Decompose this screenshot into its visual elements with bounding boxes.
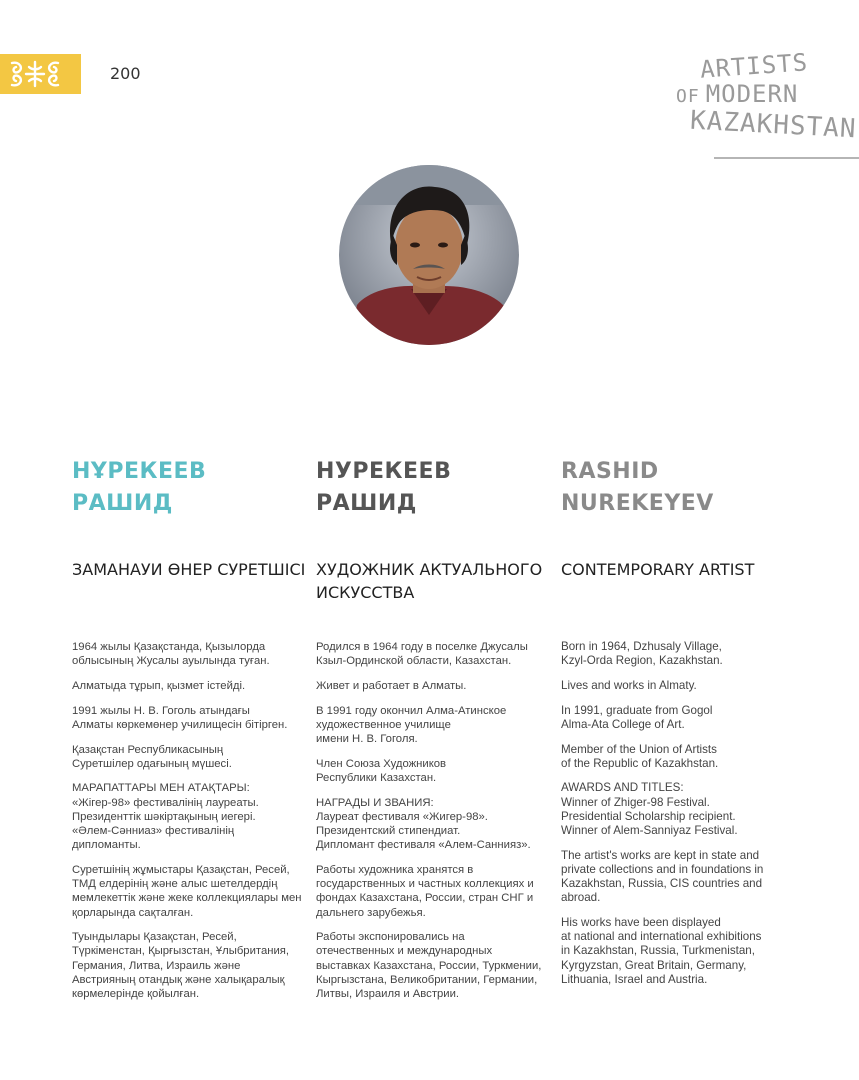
bio-paragraph: In 1991, graduate from Gogol Alma-Ata College of Art. (561, 703, 713, 731)
bio-paragraph: НАГРАДЫ И ЗВАНИЯ: Лауреат фестиваля «Жигер-98». Президентский стипендиат. Дипломант фестиваля «Алем-Саннияз». (316, 796, 531, 852)
bio-paragraph: The artist's works are kept in state and private collections and in foundations in Kazakhstan, Russia, CIS countries and abroad. (561, 848, 764, 905)
logo-line-2-main: MODERN (705, 80, 799, 108)
artist-surname-en: NUREKEYEV (561, 491, 714, 516)
artist-portrait (339, 165, 519, 345)
bio-paragraph: Lives and works in Almaty. (561, 678, 697, 692)
logo-line-2-small: OF (676, 86, 700, 107)
column-kazakh (72, 456, 312, 1001)
bio-paragraph: Суретшінің жұмыстары Қазақстан, Ресей, ТМД елдерінің және алыс шетелдердің мемлекеттік және жеке коллекциялары мен қорларында сақталған. (72, 863, 302, 919)
bio-paragraph: Туындылары Қазақстан, Ресей, Түркіменстан, Қырғызстан, Ұлыбритания, Германия, Литва, Израиль және Австрияның отандық және халықаралық көрмелерінде қойылған. (72, 931, 290, 1001)
bio-paragraph: AWARDS AND TITLES: Winner of Zhiger-98 Festival. Presidential Scholarship recipient. Winner of Alem-Sanniyaz Festival. (561, 781, 738, 838)
bio-paragraph: Живет и работает в Алматы. (316, 679, 467, 692)
bio-paragraph: Қазақстан Республикасының Суретшілер одағының мүшесі. (72, 743, 232, 770)
bio-paragraph: Алматыда тұрып, қызмет істейді. (72, 679, 246, 692)
artist-bio-ru (316, 640, 556, 1012)
bio-paragraph: В 1991 году окончил Алма-Атинское художественное училище имени Н. В. Гоголя. (316, 704, 507, 746)
column-russian (316, 456, 556, 1001)
logo-line-3: KAZAKHSTAN (689, 105, 858, 145)
artist-role-kz: ЗАМАНАУИ ӨНЕР СУРЕТШІСІ (72, 560, 306, 579)
bio-paragraph: Работы экспонировались на отечественных и международных выставках Казахстана, России, Туркмении, Кыргызстана, Великобритании, Германии, Литвы, Израиля и Австрии. (316, 931, 542, 1001)
artist-surname-ru: НУРЕКЕЕВ (316, 459, 452, 484)
artist-firstname-kz: РАШИД (72, 491, 173, 516)
bio-paragraph: Работы художника хранятся в государственных и частных коллекциях и фондах Казахстана, России, стран СНГ и дальнего зарубежья. (316, 863, 534, 919)
artist-name-ru (316, 456, 556, 520)
page-number: 200 (110, 64, 141, 83)
bio-paragraph: Born in 1964, Dzhusaly Village, Kzyl-Orda Region, Kazakhstan. (561, 640, 723, 668)
artist-name-kz (72, 456, 312, 520)
portrait-image (339, 165, 519, 345)
artist-bio-kz (72, 640, 312, 1012)
bio-paragraph: Родился в 1964 году в поселке Джусалы Кзыл-Ординской области, Казахстан. (316, 641, 528, 668)
logo-line-2 (676, 80, 798, 108)
artist-firstname-ru: РАШИД (316, 491, 417, 516)
ornament-badge (0, 54, 81, 94)
bio-paragraph: 1964 жылы Қазақстанда, Қызылорда облысының Жусалы ауылында туған. (72, 641, 270, 668)
artist-bio-en (561, 640, 801, 998)
artist-name-en (561, 456, 801, 520)
bio-paragraph: His works have been displayed at national and international exhibitions in Kazakhstan, Russia, Turkmenistan, Kyrgyzstan, Great Britain, Germany, Lithuania, Israel and Austria. (561, 916, 762, 986)
logo-line-1: ARTISTS (699, 48, 810, 84)
bio-paragraph: Member of the Union of Artists of the Republic of Kazakhstan. (561, 742, 719, 770)
artist-role-en: CONTEMPORARY ARTIST (561, 560, 755, 579)
ornament-icon (6, 57, 64, 91)
logo-underline (714, 157, 859, 159)
bio-paragraph: Член Союза Художников Республики Казахстан. (316, 757, 447, 784)
artist-firstname-en: RASHID (561, 459, 659, 484)
bio-paragraph: МАРАПАТТАРЫ МЕН АТАҚТАРЫ: «Жігер-98» фестивалінің лауреаты. Президенттік шәкіртақының иегері. «Әлем-Сәнниаз» фестивалінің дипломанты. (72, 782, 259, 852)
column-english (561, 456, 801, 986)
artists-of-modern-kazakhstan-logo (672, 48, 859, 160)
artist-role-ru: ХУДОЖНИК АКТУАЛЬНОГО ИСКУССТВА (316, 560, 543, 602)
artist-surname-kz: НҰРЕКЕЕВ (72, 459, 207, 484)
bio-paragraph: 1991 жылы Н. В. Гоголь атындағы Алматы көркемөнер училищесін бітірген. (72, 704, 288, 731)
